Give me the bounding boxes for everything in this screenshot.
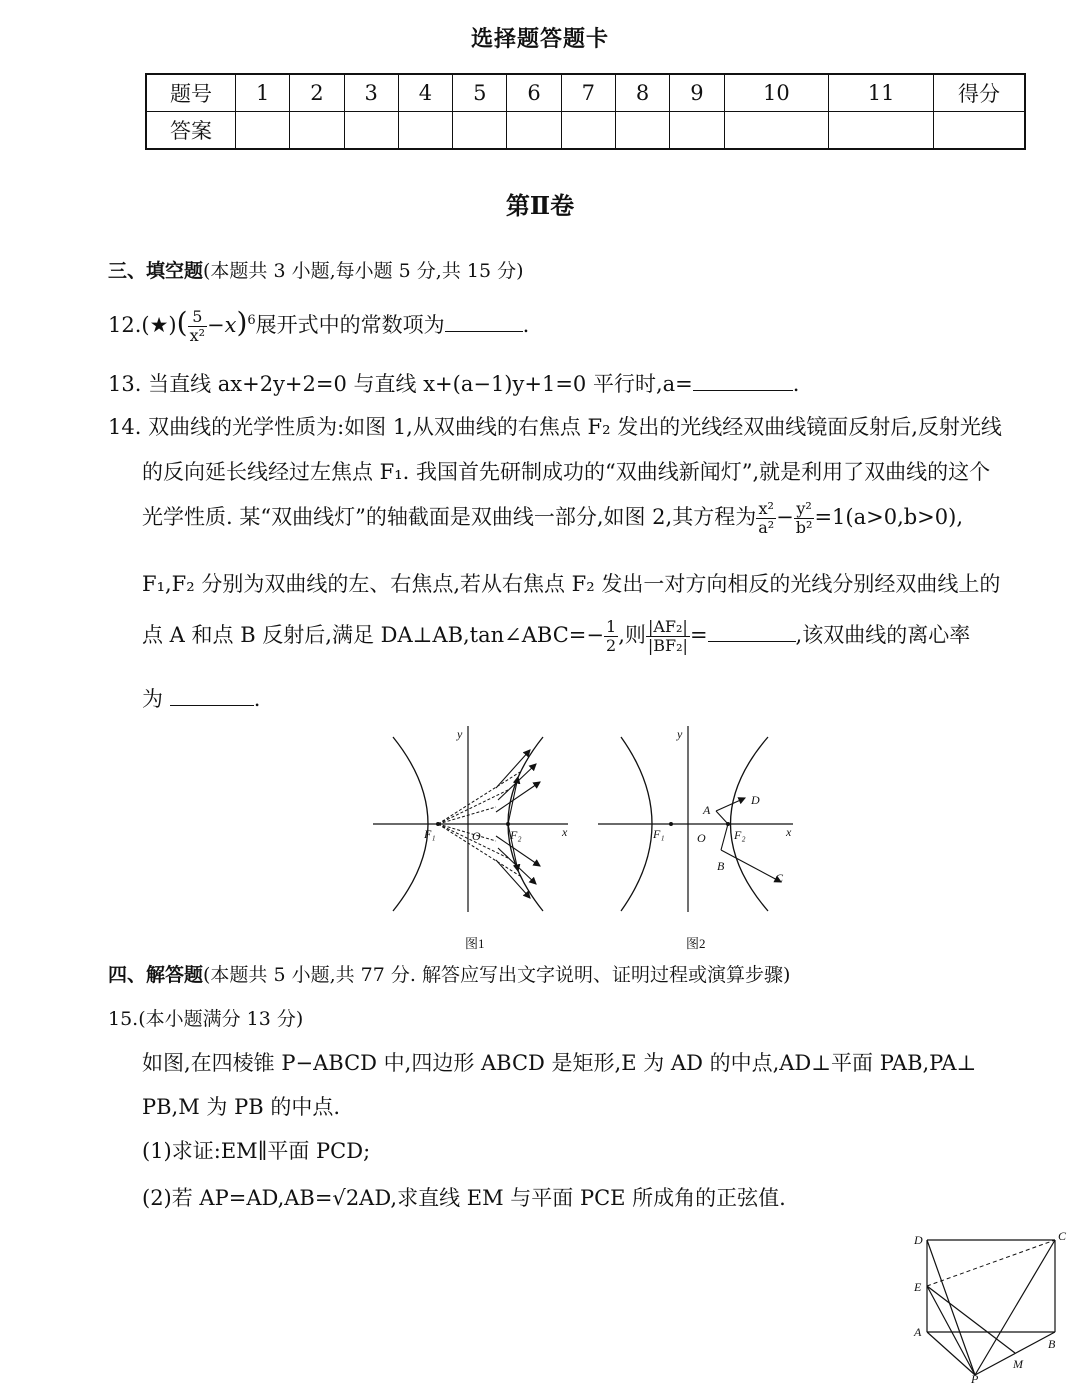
- question-13: [108, 368, 799, 398]
- eq-minus: −: [776, 505, 794, 529]
- question-number-cell: 3: [344, 74, 398, 112]
- section-3-heading: [108, 256, 524, 283]
- section-3-title: 三、填空题: [108, 260, 204, 282]
- q14-line-1: 14. 双曲线的光学性质为:如图 1,从双曲线的右焦点 F₂ 发出的光线经双曲线镜面反射后,反射光线: [108, 415, 1002, 439]
- q13-text: 13. 当直线 ax+2y+2=0 与直线 x+(a−1)y+1=0 平行时,a=: [108, 372, 693, 396]
- q14-eccentricity-blank[interactable]: [170, 687, 254, 706]
- q12-star: (★): [141, 313, 177, 337]
- light-rays: [716, 798, 781, 882]
- q15-part-1: (1)求证:EM∥平面 PCD;: [142, 1139, 371, 1163]
- fig1-o-label: O: [472, 829, 481, 843]
- pyramid-p-label: P: [971, 1372, 979, 1383]
- q14-ratio-blank[interactable]: [708, 623, 796, 642]
- answer-cell[interactable]: [398, 112, 452, 150]
- ratio-den: |BF₂|: [647, 636, 688, 655]
- score-label: 得分: [934, 74, 1026, 112]
- half-den: 2: [606, 636, 617, 655]
- q14-eq-y-frac: [794, 500, 815, 537]
- pyramid-a-label: A: [914, 1325, 922, 1339]
- question-number-cell: 10: [724, 74, 829, 112]
- pyramid-b-label: B: [1048, 1337, 1056, 1351]
- q14-eq-x-frac: [756, 500, 776, 537]
- score-cell[interactable]: [934, 112, 1026, 150]
- volume-title: 第Ⅱ卷: [505, 191, 575, 220]
- q14-ratio-frac: [646, 618, 690, 655]
- fig1-y-label: y: [457, 727, 463, 741]
- q14-line-5d: ,该双曲线的离心率: [795, 623, 971, 647]
- answer-cell[interactable]: [236, 112, 290, 150]
- half-num: 1: [606, 617, 617, 636]
- question-number-cell: 4: [398, 74, 452, 112]
- section-4-title: 四、解答题: [108, 964, 204, 986]
- figure-3-pyramid: [905, 1228, 1075, 1383]
- section-3-note: (本题共 3 小题,每小题 5 分,共 15 分): [203, 260, 524, 282]
- answer-cell[interactable]: [615, 112, 669, 150]
- figure-1: [368, 722, 583, 954]
- question-number-cell: 5: [453, 74, 507, 112]
- answer-cell[interactable]: [507, 112, 561, 150]
- answer-row: [146, 112, 1025, 150]
- answer-cell[interactable]: [561, 112, 615, 150]
- fig2-f2-label: F₂: [734, 828, 746, 842]
- answer-cell[interactable]: [290, 112, 344, 150]
- fig1-x-label: x: [562, 825, 568, 839]
- fig2-c-label: C: [775, 871, 784, 885]
- q15-line-2: PB,M 为 PB 的中点.: [142, 1095, 341, 1119]
- question-number-row: [146, 74, 1025, 112]
- q14-line-5b: ,则: [618, 623, 646, 647]
- q12-answer-blank[interactable]: [445, 313, 523, 332]
- row-head-answer: 答案: [146, 112, 236, 150]
- figure-2: [593, 722, 803, 954]
- q12-end: .: [522, 313, 530, 337]
- q14-half-frac: [604, 618, 618, 655]
- q14-line-5: [142, 618, 970, 655]
- answer-cell[interactable]: [344, 112, 398, 150]
- answer-cell[interactable]: [453, 112, 507, 150]
- question-number-cell: 9: [670, 74, 724, 112]
- q12-power: 6: [247, 313, 256, 328]
- fig2-caption: 图2: [686, 936, 706, 951]
- section-4-note: (本题共 5 小题,共 77 分. 解答应写出文字说明、证明过程或演算步骤): [203, 964, 791, 986]
- pyramid-m-label: M: [1013, 1357, 1023, 1371]
- q14-line-3a: 光学性质. 某“双曲线灯”的轴截面是双曲线一部分,如图 2,其方程为: [142, 505, 757, 529]
- q14-line-6: [142, 683, 260, 713]
- pyramid-e-label: E: [914, 1280, 922, 1294]
- fig2-a-label: A: [703, 803, 711, 817]
- question-12: 12.(★)( $\frac{5}{\text{x²}}$ −x)$^6$展开式中的常数项为 .: [108, 306, 530, 345]
- q14-line-5a: 点 A 和点 B 反射后,满足 DA⊥AB,tan∠ABC=−: [142, 623, 604, 647]
- question-number-cell: 8: [615, 74, 669, 112]
- fig2-y-label: y: [677, 727, 683, 741]
- q12-number: 12.: [108, 313, 142, 337]
- ec-dashed: [927, 1240, 1055, 1286]
- answer-card-table: [145, 73, 1026, 150]
- eq-x-num: x²: [756, 500, 776, 519]
- q14-line-6-text: 为: [142, 687, 163, 711]
- question-number-cell: 11: [829, 74, 934, 112]
- eq-y-num: y²: [794, 500, 815, 519]
- question-number-cell: 2: [290, 74, 344, 112]
- pyramid-edges: [927, 1240, 1055, 1375]
- answer-card-title: 选择题答题卡: [470, 26, 609, 52]
- fig2-b-label: B: [717, 859, 725, 873]
- section-4-heading: [108, 960, 790, 987]
- q12-text: 展开式中的常数项为: [255, 313, 445, 337]
- q14-line-3b: =1(a>0,b>0),: [814, 505, 964, 529]
- answer-cell[interactable]: [670, 112, 724, 150]
- fig2-x-label: x: [786, 825, 792, 839]
- q12-fraction: [188, 308, 207, 345]
- fig1-f1-label: F₁: [424, 827, 436, 841]
- fig2-d-label: D: [751, 793, 760, 807]
- row-head-number: 题号: [146, 74, 236, 112]
- fig1-caption: 图1: [465, 936, 485, 951]
- q14-line-5c: =: [689, 623, 708, 647]
- q12-frac-den: x²: [189, 326, 205, 345]
- q14-line-3: [142, 500, 963, 537]
- pyramid-c-label: C: [1058, 1229, 1067, 1243]
- eq-y-den: b²: [795, 518, 813, 537]
- q14-line-4: F₁,F₂ 分别为双曲线的左、右焦点,若从右焦点 F₂ 发出一对方向相反的光线分别经双曲线上的: [142, 572, 1001, 596]
- fig2-o-label: O: [697, 831, 706, 845]
- question-number-cell: 1: [236, 74, 290, 112]
- fig2-f1-label: F₁: [653, 827, 665, 841]
- q15-line-1: 如图,在四棱锥 P−ABCD 中,四边形 ABCD 是矩形,E 为 AD 的中点,AD⊥平面 PAB,PA⊥: [142, 1051, 977, 1075]
- q14-line-6-end: .: [253, 687, 261, 711]
- q15-header: 15.(本小题满分 13 分): [108, 1008, 304, 1030]
- answer-cell[interactable]: [724, 112, 829, 150]
- pyramid-d-label: D: [914, 1233, 923, 1247]
- q14-line-2: 的反向延长线经过左焦点 F₁. 我国首先研制成功的“双曲线新闻灯”,就是利用了双曲线的这个: [142, 460, 991, 484]
- question-number-cell: 7: [561, 74, 615, 112]
- q12-frac-num: 5: [188, 308, 207, 327]
- q12-minus-x: −x: [207, 313, 237, 337]
- q15-part-2: (2)若 AP=AD,AB=√2AD,求直线 EM 与平面 PCE 所成角的正弦值.: [142, 1186, 786, 1210]
- fig1-f2-label: F₂: [510, 828, 522, 842]
- ratio-num: |AF₂|: [646, 618, 690, 637]
- answer-cell[interactable]: [829, 112, 934, 150]
- question-number-cell: 6: [507, 74, 561, 112]
- q13-end: .: [792, 372, 800, 396]
- eq-x-den: a²: [758, 518, 775, 537]
- q13-answer-blank[interactable]: [693, 372, 793, 391]
